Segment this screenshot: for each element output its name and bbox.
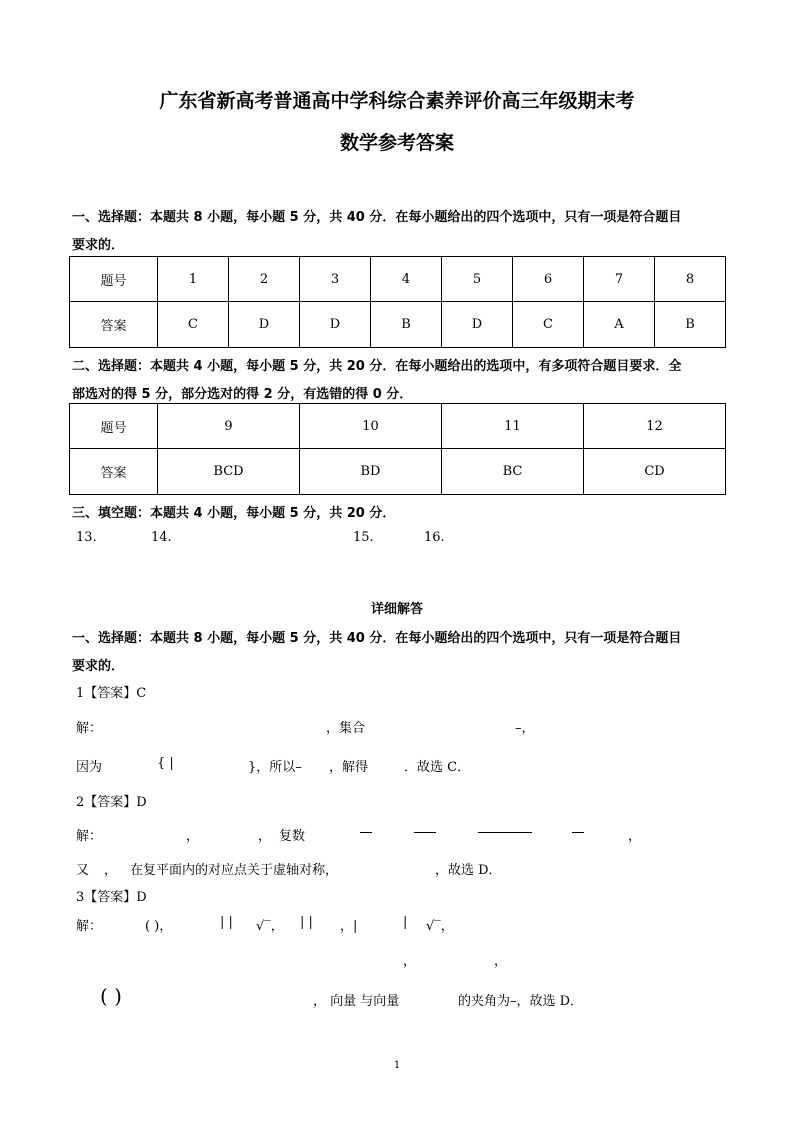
table-row-questions bbox=[70, 404, 726, 449]
table-cell: 12 bbox=[584, 404, 726, 449]
answer2-conclusion: ，故选 D． bbox=[435, 863, 502, 878]
section3-heading: 三、填空题：本题共 4 小题，每小题 5 分，共 20 分． bbox=[72, 506, 396, 521]
answer1-yinwei: 因为 bbox=[76, 760, 103, 775]
page-title: 广东省新高考普通高中学科综合素养评价高三年级期末考 bbox=[159, 90, 635, 112]
table-cell: C bbox=[158, 302, 229, 348]
table-cell: 4 bbox=[371, 257, 442, 302]
section1-heading-line1: 一、选择题：本题共 8 小题，每小题 5 分，共 40 分．在每小题给出的四个选项中，只有一项是符合题目 bbox=[72, 210, 682, 225]
answer2-fushu: 复数 bbox=[279, 829, 306, 844]
answer3-abs2: | | bbox=[300, 915, 313, 930]
table-cell: 10 bbox=[300, 404, 442, 449]
section2-heading-line2: 部选对的得 5 分，部分选对的得 2 分，有选错的得 0 分． bbox=[72, 387, 413, 402]
table-cell-label: 题号 bbox=[70, 257, 158, 302]
answer3-jie: 解： bbox=[76, 919, 103, 934]
answer2-comma1: ， bbox=[186, 829, 200, 844]
fraction-bar bbox=[572, 832, 584, 833]
table-row-answers bbox=[70, 302, 726, 348]
fill-q14: 14. bbox=[151, 530, 172, 545]
fill-q15: 15. bbox=[353, 530, 374, 545]
answer3-comma: ，| bbox=[340, 919, 358, 934]
answer1-suoyi: }，所以– bbox=[248, 760, 302, 775]
table-cell: B bbox=[371, 302, 442, 348]
table-cell-label: 答案 bbox=[70, 302, 158, 348]
section1-heading-line2: 要求的． bbox=[72, 238, 125, 253]
table-cell: D bbox=[300, 302, 371, 348]
answer3-comma-a: ， bbox=[403, 954, 417, 969]
table-cell: D bbox=[229, 302, 300, 348]
answer1-conclusion: ．故选 C． bbox=[404, 760, 471, 775]
section2-heading-line1: 二、选择题：本题共 4 小题，每小题 5 分，共 20 分．在每小题给出的选项中，有多项符合题目要求．全 bbox=[72, 359, 682, 374]
fill-q13: 13. bbox=[76, 530, 97, 545]
answer2-label: 2【答案】D bbox=[76, 795, 147, 810]
table-cell: BCD bbox=[158, 449, 300, 495]
table-cell: 3 bbox=[300, 257, 371, 302]
table-cell: CD bbox=[584, 449, 726, 495]
answer3-abs: | | bbox=[220, 915, 233, 930]
answer-table-1 bbox=[69, 256, 726, 348]
table-row-answers bbox=[70, 449, 726, 495]
table-row-questions bbox=[70, 257, 726, 302]
table-cell-label: 题号 bbox=[70, 404, 158, 449]
table-cell: 11 bbox=[442, 404, 584, 449]
table-cell: BC bbox=[442, 449, 584, 495]
details-heading-line2: 要求的． bbox=[72, 659, 125, 674]
details-heading-line1: 一、选择题：本题共 8 小题，每小题 5 分，共 40 分．在每小题给出的四个选项中，只有一项是符合题目 bbox=[72, 631, 682, 646]
answer1-dash: –， bbox=[515, 721, 535, 736]
answer1-set: ，集合 bbox=[326, 721, 366, 736]
table-cell: C bbox=[513, 302, 584, 348]
answer3-bar: | bbox=[403, 915, 408, 930]
fill-q16: 16. bbox=[424, 530, 445, 545]
answer1-label: 1【答案】C bbox=[76, 686, 147, 701]
table-cell: 2 bbox=[229, 257, 300, 302]
table-cell: D bbox=[442, 302, 513, 348]
answer2-text: 在复平面内的对应点关于虚轴对称， bbox=[130, 863, 339, 878]
answer-table-2 bbox=[69, 403, 726, 495]
table-cell-label: 答案 bbox=[70, 449, 158, 495]
table-cell: 5 bbox=[442, 257, 513, 302]
fraction-bar bbox=[360, 832, 372, 833]
answer2-comma3: ， bbox=[104, 863, 118, 878]
answer2-end: ， bbox=[628, 829, 642, 844]
answer1-brace: { | bbox=[157, 756, 174, 771]
answer3-sqrt2: √‾， bbox=[426, 919, 454, 934]
answer1-jie: 解： bbox=[76, 721, 103, 736]
answer3-xiangliang: ， 向量 与向量 bbox=[313, 994, 400, 1009]
fraction-bar bbox=[478, 832, 532, 833]
table-cell: B bbox=[655, 302, 726, 348]
page-number: 1 bbox=[393, 1060, 401, 1071]
answer3-conclusion: 的夹角为–，故选 D． bbox=[458, 994, 584, 1009]
table-cell: 6 bbox=[513, 257, 584, 302]
answer3-sqrt1: √‾， bbox=[256, 919, 284, 934]
table-cell: 1 bbox=[158, 257, 229, 302]
answer1-jiede: ，解得 bbox=[329, 760, 369, 775]
answer3-bigparen: ( ) bbox=[100, 984, 122, 1008]
table-cell: 7 bbox=[584, 257, 655, 302]
answer3-comma-b: ， bbox=[494, 954, 508, 969]
table-cell: BD bbox=[300, 449, 442, 495]
table-cell: 8 bbox=[655, 257, 726, 302]
table-cell: A bbox=[584, 302, 655, 348]
fraction-bar bbox=[414, 832, 436, 833]
answer2-comma2: ， bbox=[258, 829, 272, 844]
table-cell: 9 bbox=[158, 404, 300, 449]
answer2-you: 又 bbox=[76, 863, 90, 878]
answer3-paren: ( )， bbox=[145, 919, 173, 934]
details-title: 详细解答 bbox=[370, 602, 423, 617]
answer3-label: 3【答案】D bbox=[76, 890, 147, 905]
answer2-jie: 解： bbox=[76, 829, 103, 844]
page-subtitle: 数学参考答案 bbox=[339, 132, 454, 154]
